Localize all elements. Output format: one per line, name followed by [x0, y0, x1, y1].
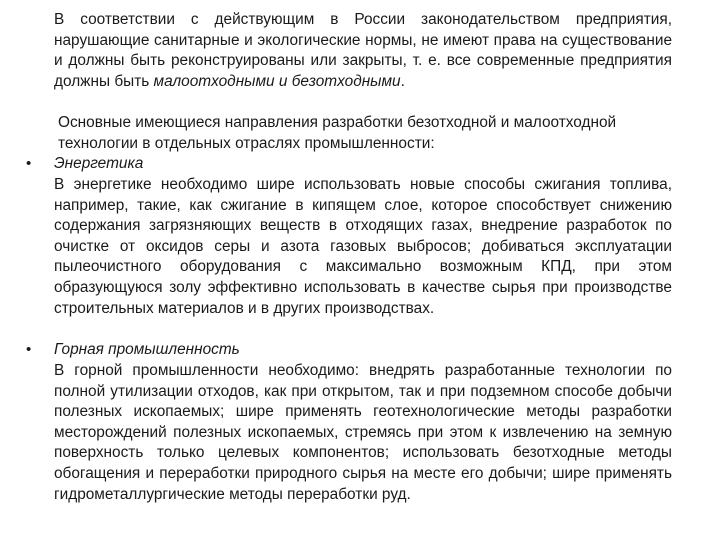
section-body-energy: В энергетике необходимо шире использовать новые способы сжигания топлива, например, такие, как сжигание в кипящем слое, которое способствует снижению содержания загрязняющих веществ в отходящих газах, внедрение разработок по очистке от оксидов серы и азота газовых выбросов; добиваться эксплуатации пылеочистного оборудования с максимально возможным КПД, при этом образующуюся золу эффективно использовать в качестве сырья при производстве строительных материалов и в других производствах.	[54, 176, 672, 317]
section-heading-energy: Энергетика	[54, 155, 144, 172]
intro-emphasis: малоотходными и безотходными	[153, 72, 401, 90]
section-heading-mining: Горная промышленность	[54, 341, 240, 358]
section-body-mining: В горной промышленности необходимо: внедрять разработанные технологии по полной утилизации отходов, как при открытом, так и при подземном способе добычи полезных ископаемых; шире применять геотехнологические методы разработки месторождений полезных ископаемых, стремясь при этом к извлечению на земную поверхность только целевых компонентов; использовать безотходные методы обогащения и переработки природного сырья на месте его добычи; шире применять гидрометаллургические методы переработки руд.	[54, 362, 672, 503]
bullet-icon: •	[26, 341, 32, 358]
bullet-icon: •	[26, 155, 32, 172]
intro-paragraph	[54, 10, 672, 92]
intro-end: .	[400, 72, 405, 90]
directions-intro: Основные имеющиеся направления разработки безотходной и малоотходной технологии в отдельных отраслях промышленности:	[58, 114, 617, 152]
intro-text: В соответствии с действующим в России законодательством предприятия, нарушающие санитарные и экологические нормы, не имеют права на существование и должны быть реконструированы или закрыты, т. е. все современные предприятия должны быть	[54, 11, 672, 90]
